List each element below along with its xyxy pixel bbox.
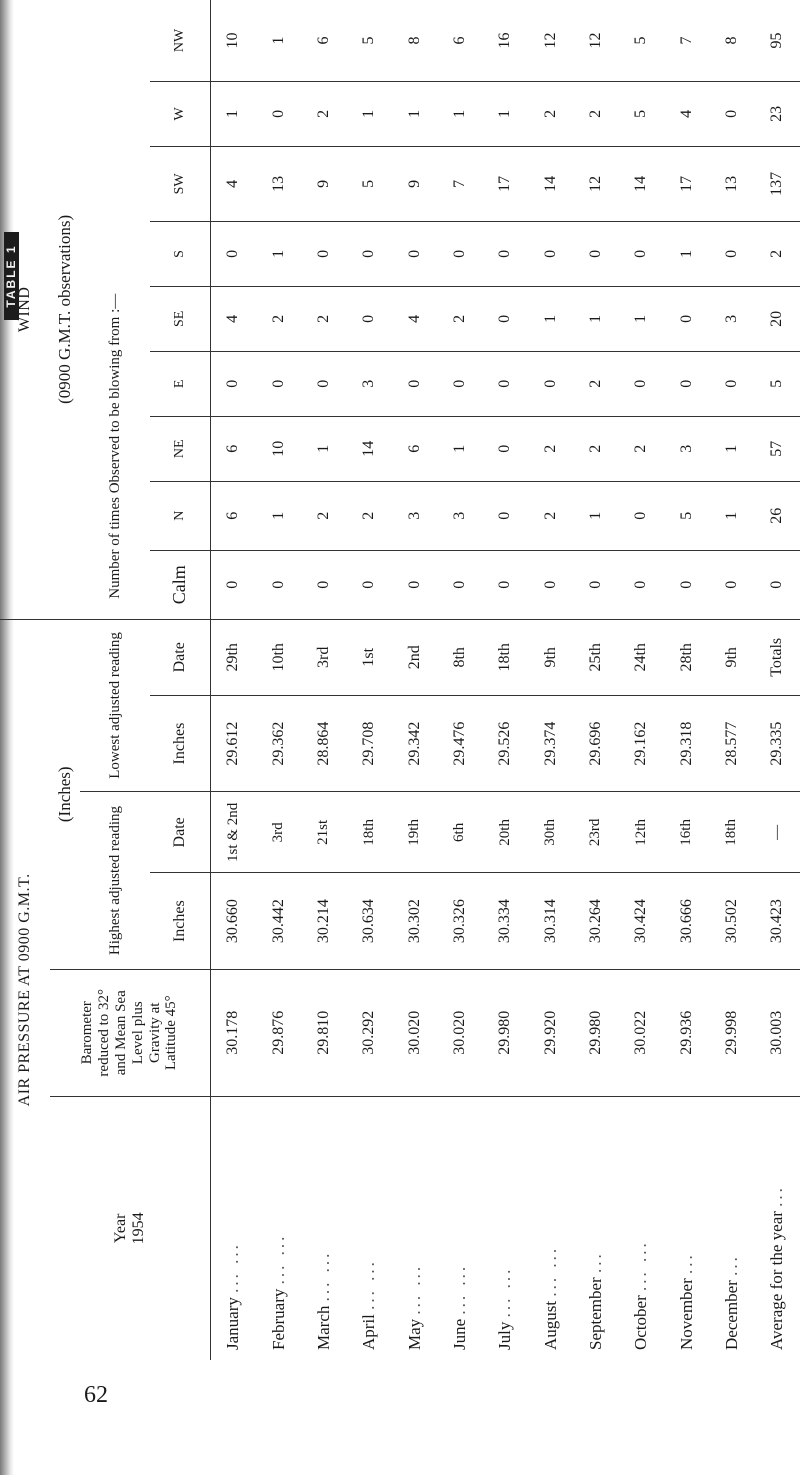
s-count: 0 — [347, 221, 392, 286]
n-count: 26 — [755, 481, 800, 550]
w-count: 1 — [392, 81, 437, 146]
highest-inches: 30.442 — [256, 873, 301, 969]
lowest-date: 2nd — [392, 619, 437, 695]
e-count: 2 — [573, 351, 618, 416]
calm-count: 0 — [755, 550, 800, 619]
sw-count: 17 — [664, 146, 709, 221]
ne-count: 1 — [709, 416, 754, 481]
s-count: 0 — [437, 221, 482, 286]
lowest-date: 9th — [528, 619, 573, 695]
sw-count: 12 — [573, 146, 618, 221]
calm-count: 0 — [210, 550, 256, 619]
ne-count: 57 — [755, 416, 800, 481]
highest-date: 1st & 2nd — [210, 792, 256, 873]
n-count: 2 — [301, 481, 346, 550]
wind-title: WIND — [16, 286, 33, 333]
month-cell — [709, 1096, 754, 1360]
calm-count: 0 — [573, 550, 618, 619]
se-count: 2 — [437, 286, 482, 351]
leader-dots: ... ... — [495, 1266, 515, 1318]
w-count: 1 — [437, 81, 482, 146]
lowest-inches: 29.374 — [528, 695, 573, 791]
nw-count: 12 — [573, 0, 618, 81]
e-count: 0 — [619, 351, 664, 416]
e-count: 0 — [392, 351, 437, 416]
highest-date: 16th — [664, 792, 709, 873]
barometer-value: 29.810 — [301, 969, 346, 1096]
month-cell — [755, 1096, 800, 1360]
highest-date: — — [755, 792, 800, 873]
se-count: 2 — [301, 286, 346, 351]
month-label: April — [359, 1314, 379, 1350]
year-header-cell — [50, 1096, 210, 1360]
calm-count: 0 — [437, 550, 482, 619]
highest-inches: 30.666 — [664, 873, 709, 969]
w-count: 2 — [301, 81, 346, 146]
month-cell — [573, 1096, 618, 1360]
nw-count: 1 — [256, 0, 301, 81]
barometer-header: Barometer reduced to 32° and Mean Sea Level plus Gravity at Latitude 45° — [50, 969, 210, 1096]
leader-dots: ... ... — [404, 1263, 424, 1315]
highest-date: 18th — [347, 792, 392, 873]
lowest-date: 1st — [347, 619, 392, 695]
lowest-inches: 28.864 — [301, 695, 346, 791]
lowest-inches: 29.342 — [392, 695, 437, 791]
highest-date: 19th — [392, 792, 437, 873]
table-row — [301, 0, 346, 1360]
month-cell — [392, 1096, 437, 1360]
month-label: March — [313, 1305, 333, 1350]
nw-count: 5 — [347, 0, 392, 81]
w-count: 0 — [709, 81, 754, 146]
month-label: February — [268, 1288, 288, 1350]
sw-count: 7 — [437, 146, 482, 221]
ne-count: 1 — [301, 416, 346, 481]
table-tab: TABLE 1 — [4, 232, 19, 320]
lowest-inches: 29.162 — [619, 695, 664, 791]
table-row — [619, 0, 664, 1360]
w-count: 5 — [619, 81, 664, 146]
highest-inches: 30.424 — [619, 873, 664, 969]
highest-inches: 30.423 — [755, 873, 800, 969]
month-cell — [664, 1096, 709, 1360]
sw-count: 13 — [256, 146, 301, 221]
highest-date: 20th — [483, 792, 528, 873]
lowest-date: 25th — [573, 619, 618, 695]
se-count: 20 — [755, 286, 800, 351]
ne-count: 2 — [619, 416, 664, 481]
n-count: 0 — [483, 481, 528, 550]
barometer-value: 30.020 — [392, 969, 437, 1096]
month-label: September — [585, 1277, 605, 1350]
highest-inches: 30.334 — [483, 873, 528, 969]
nw-count: 6 — [301, 0, 346, 81]
leader-dots: ... ... — [449, 1263, 469, 1315]
pressure-unit: (Inches) — [50, 619, 80, 969]
table-row — [210, 0, 256, 1360]
lowest-date: 3rd — [301, 619, 346, 695]
month-label: December — [721, 1280, 741, 1350]
w-count: 1 — [210, 81, 256, 146]
lowest-header: Lowest adjusted reading — [80, 619, 150, 792]
month-label: January — [223, 1297, 243, 1350]
barometer-value: 30.020 — [437, 969, 482, 1096]
e-count: 0 — [528, 351, 573, 416]
e-count: 3 — [347, 351, 392, 416]
ne-count: 6 — [210, 416, 256, 481]
leader-dots: ... ... — [540, 1245, 560, 1297]
highest-inches: 30.634 — [347, 873, 392, 969]
s-count: 1 — [664, 221, 709, 286]
n-count: 2 — [347, 481, 392, 550]
nw-count: 10 — [210, 0, 256, 81]
month-label: Average for the year — [767, 1211, 787, 1350]
col-w: W — [150, 81, 210, 146]
month-label: August — [540, 1300, 560, 1350]
highest-inches: 30.660 — [210, 873, 256, 969]
table-row — [528, 0, 573, 1360]
se-count: 3 — [709, 286, 754, 351]
year-label: Year — [112, 1213, 130, 1244]
e-count: 0 — [664, 351, 709, 416]
leader-dots: ... — [585, 1251, 605, 1274]
col-high-inches: Inches — [150, 873, 210, 969]
leader-dots: ... ... — [268, 1233, 288, 1285]
barometer-value: 30.292 — [347, 969, 392, 1096]
col-low-date: Date — [150, 619, 210, 695]
s-count: 2 — [755, 221, 800, 286]
sw-count: 9 — [392, 146, 437, 221]
month-cell — [347, 1096, 392, 1360]
pressure-title-cell — [0, 619, 50, 1360]
lowest-inches: 29.612 — [210, 695, 256, 791]
w-count: 2 — [528, 81, 573, 146]
leader-dots: ... ... — [223, 1242, 243, 1293]
s-count: 0 — [573, 221, 618, 286]
month-label: July — [495, 1321, 515, 1350]
calm-count: 0 — [528, 550, 573, 619]
n-count: 5 — [664, 481, 709, 550]
se-count: 1 — [619, 286, 664, 351]
sw-count: 9 — [301, 146, 346, 221]
ne-count: 6 — [392, 416, 437, 481]
table-row — [392, 0, 437, 1360]
s-count: 0 — [709, 221, 754, 286]
month-cell — [301, 1096, 346, 1360]
s-count: 0 — [210, 221, 256, 286]
col-calm: Calm — [150, 550, 210, 619]
sw-count: 5 — [347, 146, 392, 221]
w-count: 1 — [347, 81, 392, 146]
col-e: E — [150, 351, 210, 416]
lowest-date: Totals — [755, 619, 800, 695]
ne-count: 3 — [664, 416, 709, 481]
month-cell — [210, 1096, 256, 1360]
barometer-value: 29.980 — [573, 969, 618, 1096]
nw-count: 16 — [483, 0, 528, 81]
lowest-inches: 29.476 — [437, 695, 482, 791]
e-count: 0 — [483, 351, 528, 416]
barometer-value: 29.936 — [664, 969, 709, 1096]
n-count: 1 — [709, 481, 754, 550]
highest-inches: 30.326 — [437, 873, 482, 969]
e-count: 0 — [709, 351, 754, 416]
calm-count: 0 — [619, 550, 664, 619]
n-count: 3 — [392, 481, 437, 550]
lowest-date: 9th — [709, 619, 754, 695]
sw-count: 13 — [709, 146, 754, 221]
leader-dots: ... ... — [313, 1250, 333, 1302]
wind-title-cell — [0, 0, 50, 619]
lowest-inches: 29.362 — [256, 695, 301, 791]
n-count: 3 — [437, 481, 482, 550]
sw-count: 4 — [210, 146, 256, 221]
barometer-value: 30.178 — [210, 969, 256, 1096]
ne-count: 2 — [573, 416, 618, 481]
nw-count: 8 — [392, 0, 437, 81]
table-row — [709, 0, 754, 1360]
barometer-value: 30.003 — [755, 969, 800, 1096]
ne-count: 1 — [437, 416, 482, 481]
s-count: 1 — [256, 221, 301, 286]
lowest-inches: 29.335 — [755, 695, 800, 791]
calm-count: 0 — [347, 550, 392, 619]
col-n: N — [150, 481, 210, 550]
se-count: 0 — [347, 286, 392, 351]
ne-count: 0 — [483, 416, 528, 481]
lowest-inches: 29.526 — [483, 695, 528, 791]
n-count: 2 — [528, 481, 573, 550]
lowest-date: 24th — [619, 619, 664, 695]
leader-dots: ... ... — [631, 1240, 651, 1291]
se-count: 0 — [483, 286, 528, 351]
col-sw: SW — [150, 146, 210, 221]
sw-count: 14 — [528, 146, 573, 221]
table-row — [755, 0, 800, 1360]
month-cell — [256, 1096, 301, 1360]
page-number: 62 — [84, 1382, 108, 1408]
year-value: 1954 — [129, 1212, 147, 1245]
leader-dots: ... — [676, 1252, 696, 1274]
s-count: 0 — [392, 221, 437, 286]
ne-count: 14 — [347, 416, 392, 481]
lowest-date: 18th — [483, 619, 528, 695]
highest-date: 30th — [528, 792, 573, 873]
month-label: June — [449, 1318, 469, 1350]
se-count: 1 — [528, 286, 573, 351]
nw-count: 8 — [709, 0, 754, 81]
sw-count: 17 — [483, 146, 528, 221]
lowest-inches: 29.696 — [573, 695, 618, 791]
e-count: 0 — [256, 351, 301, 416]
calm-count: 0 — [392, 550, 437, 619]
e-count: 0 — [437, 351, 482, 416]
highest-date: 23rd — [573, 792, 618, 873]
table-body — [210, 0, 800, 1360]
lowest-inches: 29.318 — [664, 695, 709, 791]
barometer-value: 29.980 — [483, 969, 528, 1096]
se-count: 0 — [664, 286, 709, 351]
table-row — [573, 0, 618, 1360]
n-count: 0 — [619, 481, 664, 550]
sw-count: 137 — [755, 146, 800, 221]
nw-count: 12 — [528, 0, 573, 81]
table-row — [437, 0, 482, 1360]
highest-inches: 30.302 — [392, 873, 437, 969]
n-count: 1 — [256, 481, 301, 550]
s-count: 0 — [483, 221, 528, 286]
highest-date: 21st — [301, 792, 346, 873]
month-label: October — [631, 1295, 651, 1350]
ne-count: 2 — [528, 416, 573, 481]
month-label: November — [676, 1278, 696, 1350]
highest-inches: 30.214 — [301, 873, 346, 969]
nw-count: 95 — [755, 0, 800, 81]
table-row — [256, 0, 301, 1360]
se-count: 2 — [256, 286, 301, 351]
table-row — [483, 0, 528, 1360]
title-row — [0, 0, 50, 1360]
highest-date: 18th — [709, 792, 754, 873]
sw-count: 14 — [619, 146, 664, 221]
calm-count: 0 — [483, 550, 528, 619]
e-count: 5 — [755, 351, 800, 416]
calm-count: 0 — [256, 550, 301, 619]
w-count: 4 — [664, 81, 709, 146]
ne-count: 10 — [256, 416, 301, 481]
calm-count: 0 — [301, 550, 346, 619]
col-ne: NE — [150, 416, 210, 481]
col-high-date: Date — [150, 792, 210, 873]
w-count: 1 — [483, 81, 528, 146]
wind-count-header: Number of times Observed to be blowing from :— — [80, 0, 150, 619]
s-count: 0 — [301, 221, 346, 286]
barometer-value: 29.920 — [528, 969, 573, 1096]
barometer-value: 29.876 — [256, 969, 301, 1096]
w-count: 23 — [755, 81, 800, 146]
highest-date: 6th — [437, 792, 482, 873]
nw-count: 6 — [437, 0, 482, 81]
month-cell — [437, 1096, 482, 1360]
lowest-date: 28th — [664, 619, 709, 695]
lowest-date: 8th — [437, 619, 482, 695]
col-low-inches: Inches — [150, 695, 210, 791]
month-cell — [619, 1096, 664, 1360]
month-cell — [528, 1096, 573, 1360]
table-row — [664, 0, 709, 1360]
highest-header: Highest adjusted reading — [80, 792, 150, 970]
wind-subtitle: (0900 G.M.T. observations) — [50, 0, 80, 619]
lowest-inches: 29.708 — [347, 695, 392, 791]
leader-dots: ... — [721, 1254, 741, 1276]
highest-inches: 30.264 — [573, 873, 618, 969]
col-nw: NW — [150, 0, 210, 81]
n-count: 6 — [210, 481, 256, 550]
highest-inches: 30.314 — [528, 873, 573, 969]
col-se: SE — [150, 286, 210, 351]
s-count: 0 — [619, 221, 664, 286]
calm-count: 0 — [709, 550, 754, 619]
lowest-date: 10th — [256, 619, 301, 695]
e-count: 0 — [210, 351, 256, 416]
barometer-value: 30.022 — [619, 969, 664, 1096]
n-count: 1 — [573, 481, 618, 550]
e-count: 0 — [301, 351, 346, 416]
subtitle-row — [50, 0, 80, 1360]
se-count: 1 — [573, 286, 618, 351]
pressure-title: AIR PRESSURE AT 0900 G.M.T. — [16, 873, 33, 1107]
se-count: 4 — [210, 286, 256, 351]
month-cell — [483, 1096, 528, 1360]
month-label: May — [404, 1318, 424, 1350]
barometer-value: 29.998 — [709, 969, 754, 1096]
table-row — [347, 0, 392, 1360]
leader-dots: ... — [767, 1185, 787, 1207]
lowest-date: 29th — [210, 619, 256, 695]
w-count: 0 — [256, 81, 301, 146]
calm-count: 0 — [664, 550, 709, 619]
s-count: 0 — [528, 221, 573, 286]
nw-count: 7 — [664, 0, 709, 81]
nw-count: 5 — [619, 0, 664, 81]
lowest-inches: 28.577 — [709, 695, 754, 791]
w-count: 2 — [573, 81, 618, 146]
leader-dots: ... ... — [359, 1259, 379, 1310]
highest-date: 12th — [619, 792, 664, 873]
highest-date: 3rd — [256, 792, 301, 873]
col-s: S — [150, 221, 210, 286]
se-count: 4 — [392, 286, 437, 351]
highest-inches: 30.502 — [709, 873, 754, 969]
